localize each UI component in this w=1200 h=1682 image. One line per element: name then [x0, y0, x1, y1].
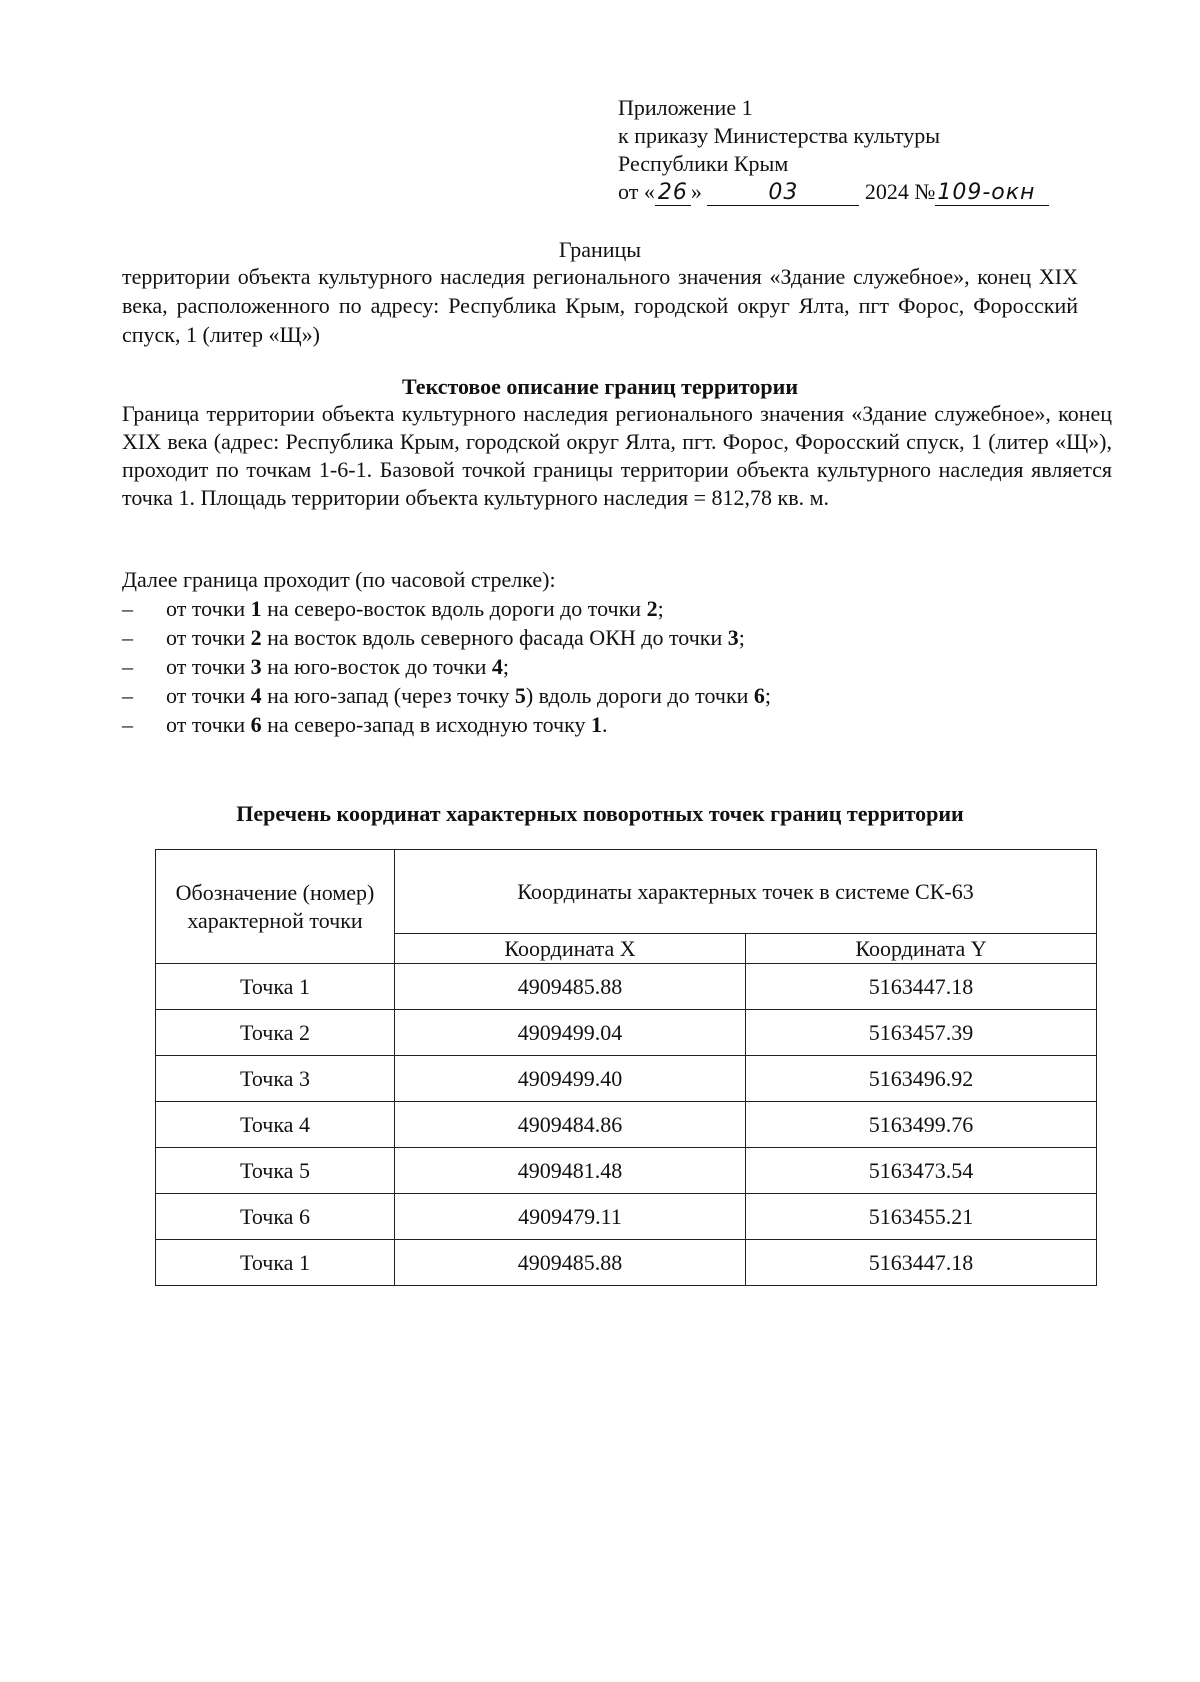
- header-y: Координата Y: [746, 934, 1097, 964]
- coordinates-table: [155, 849, 1097, 1286]
- cell-y: 5163457.39: [746, 1010, 1097, 1056]
- cell-point: Точка 4: [156, 1102, 395, 1148]
- cell-x: 4909485.88: [395, 964, 746, 1010]
- list-dash: –: [122, 712, 133, 737]
- cell-point: Точка 3: [156, 1056, 395, 1102]
- document-subtitle: территории объекта культурного наследия регионального значения «Здание служебное», конец XIX века, расположенного по адресу: Республика Крым, городской округ Ялта, пгт Форос, Форосский спуск, 1 (литер «Щ»): [122, 264, 1078, 347]
- cell-point: Точка 1: [156, 964, 395, 1010]
- table-row: [156, 1194, 1097, 1240]
- cell-x: 4909484.86: [395, 1102, 746, 1148]
- list-item: – от точки 4 на юго-запад (через точку 5) вдоль дороги до точки 6;: [122, 683, 772, 708]
- date-day: 26: [655, 181, 691, 206]
- cell-y: 5163496.92: [746, 1056, 1097, 1102]
- appendix-label: Приложение 1: [618, 95, 753, 120]
- cell-y: 5163447.18: [746, 964, 1097, 1010]
- appendix-order-ref: к приказу Министерства культуры: [618, 123, 941, 148]
- order-number: 109-окн: [935, 181, 1049, 206]
- cell-point: Точка 6: [156, 1194, 395, 1240]
- cell-x: 4909499.40: [395, 1056, 746, 1102]
- list-dash: –: [122, 596, 133, 621]
- table-row: [156, 964, 1097, 1010]
- description-heading: Текстовое описание границ территории: [401, 374, 799, 399]
- table-row: [156, 1240, 1097, 1286]
- list-item: – от точки 1 на северо-восток вдоль дороги до точки 2;: [122, 596, 664, 621]
- header-coords-group: Координаты характерных точек в системе СК-63: [395, 850, 1097, 934]
- cell-x: 4909481.48: [395, 1148, 746, 1194]
- header-point: Обозначение (номер) характерной точки: [156, 850, 395, 964]
- date-mid: »: [690, 179, 702, 204]
- cell-x: 4909479.11: [395, 1194, 746, 1240]
- header-x: Координата X: [395, 934, 746, 964]
- document-title: Границы: [558, 237, 642, 262]
- list-dash: –: [122, 625, 133, 650]
- table-row: [156, 1102, 1097, 1148]
- appendix-republic: Республики Крым: [618, 151, 789, 176]
- cell-y: 5163473.54: [746, 1148, 1097, 1194]
- cell-x: 4909499.04: [395, 1010, 746, 1056]
- description-paragraph: Граница территории объекта культурного наследия регионального значения «Здание служебное», конец XIX века (адрес: Республика Крым, городской округ Ялта, пгт. Форос, Форосский спуск, 1 (литер «Щ»), проходит по точкам 1-6-1. Базовой точкой границы территории объекта культурного наследия является точка 1. Площадь территории объекта культурного наследия = 812,78 кв. м.: [122, 401, 1112, 510]
- route-intro: Далее граница проходит (по часовой стрелке):: [122, 567, 556, 592]
- list-item: – от точки 6 на северо-запад в исходную точку 1.: [122, 712, 608, 737]
- cell-y: 5163447.18: [746, 1240, 1097, 1286]
- cell-y: 5163455.21: [746, 1194, 1097, 1240]
- appendix-date-line: [618, 178, 1138, 206]
- list-dash: –: [122, 683, 133, 708]
- table-row: [156, 1056, 1097, 1102]
- cell-point: Точка 5: [156, 1148, 395, 1194]
- cell-y: 5163499.76: [746, 1102, 1097, 1148]
- table-row: [156, 1010, 1097, 1056]
- list-dash: –: [122, 654, 133, 679]
- date-month: 03: [707, 181, 859, 206]
- list-item: – от точки 2 на восток вдоль северного фасада ОКН до точки 3;: [122, 625, 745, 650]
- date-year: 2024 №: [864, 179, 936, 204]
- coords-heading: Перечень координат характерных поворотных точек границ территории: [236, 801, 964, 826]
- list-item: – от точки 3 на юго-восток до точки 4;: [122, 654, 510, 679]
- cell-point: Точка 2: [156, 1010, 395, 1056]
- cell-x: 4909485.88: [395, 1240, 746, 1286]
- appendix-block: [618, 94, 1138, 206]
- table-header-row: [156, 850, 1097, 934]
- date-prefix: от «: [618, 179, 655, 204]
- table-row: [156, 1148, 1097, 1194]
- cell-point: Точка 1: [156, 1240, 395, 1286]
- route-list: [122, 594, 1112, 739]
